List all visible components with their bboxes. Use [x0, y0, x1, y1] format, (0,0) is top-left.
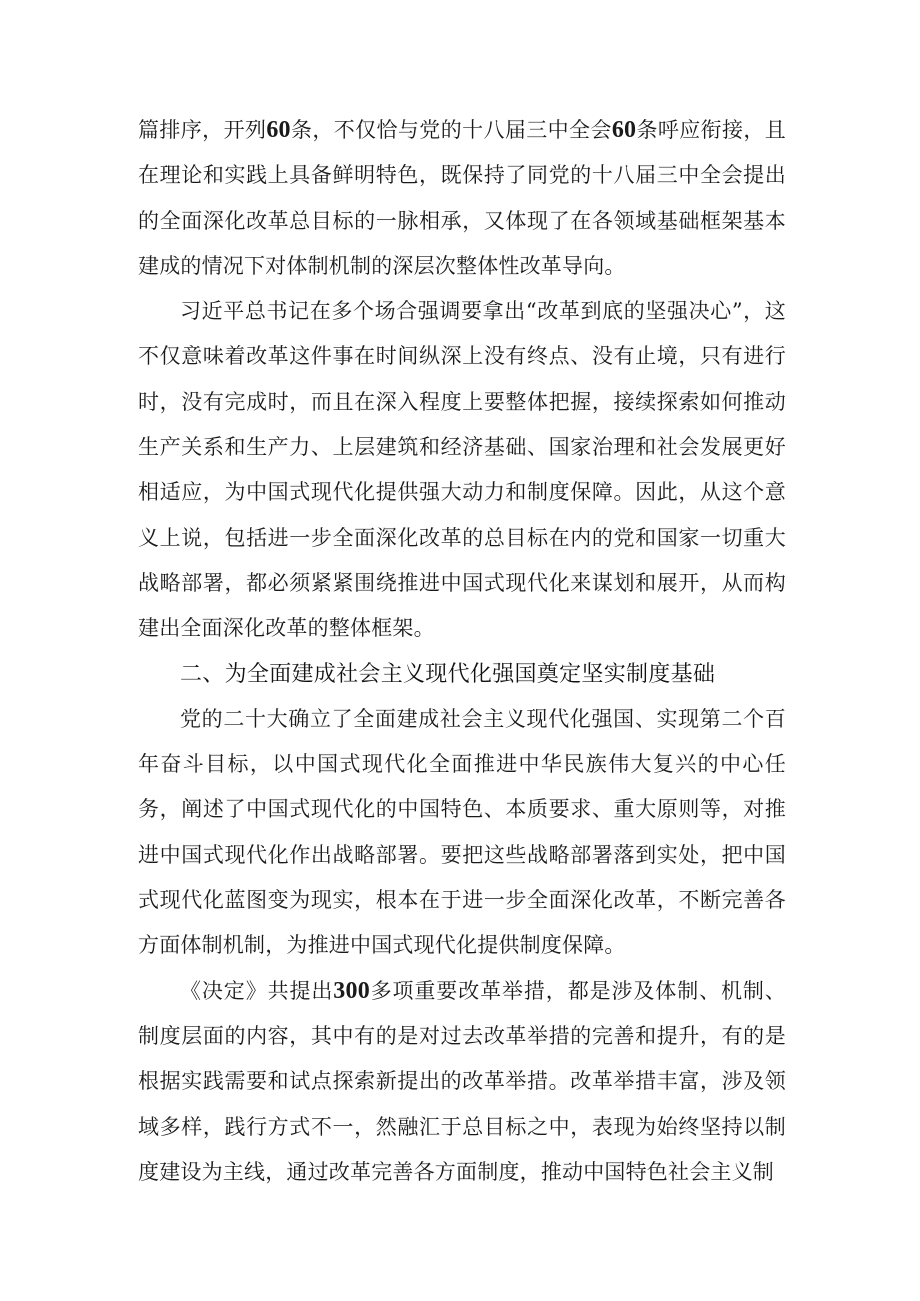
- section-heading-2: 二、为全面建成社会主义现代化强国奠定坚实制度基础: [180, 661, 716, 687]
- paragraph-continued: [138, 108, 786, 289]
- number-60-second: 60: [611, 117, 637, 143]
- document-body: [138, 108, 786, 1195]
- text-segment: 条，不仅恰与党的十八届三中全会: [290, 118, 612, 142]
- text-segment: 篇排序，开列: [138, 118, 267, 142]
- text-segment: 条呼应衔接，且在理论和实践上具备鲜明特色，既保持了同党的十八届三中全会提出的全面深化改革总目标的一脉相承，又体现了在各领域基础框架基本建成的情况下对体制机制的深层次整体性改革导向。: [138, 118, 786, 278]
- paragraph-twentieth-congress: 党的二十大确立了全面建成社会主义现代化强国、实现第二个百年奋斗目标，以中国式现代化全面推进中华民族伟大复兴的中心任务，阐述了中国式现代化的中国特色、本质要求、重大原则等，对推进中国式现代化作出战略部署。要把这些战略部署落到实处，把中国式现代化蓝图变为现实，根本在于进一步全面深化改革，不断完善各方面体制机制，为推进中国式现代化提供制度保障。: [138, 706, 786, 958]
- number-300: 300: [333, 977, 370, 1004]
- text-segment: 《决定》共提出: [180, 978, 334, 1003]
- paragraph-reform-determination: 习近平总书记在多个场合强调要拿出“改革到底的坚强决心”，这不仅意味着改革这件事在时间纵深上没有终点、没有止境，只有进行时，没有完成时，而且在深入程度上要整体把握，接续探索如何推动生产关系和生产力、上层建筑和经济基础、国家治理和社会发展更好相适应，为中国式现代化提供强大动力和制度保障。因此，从这个意义上说，包括进一步全面深化改革的总目标在内的党和国家一切重大战略部署，都必须紧紧围绕推进中国式现代化来谋划和展开，从而构建出全面深化改革的整体框架。: [138, 299, 786, 641]
- number-60-first: 60: [266, 117, 291, 143]
- paragraph-decision-measures: [138, 969, 786, 1195]
- text-segment: 多项重要改革举措，都是涉及体制、机制、制度层面的内容，其中有的是对过去改革举措的完善和提升，有的是根据实践需要和试点探索新提出的改革举措。改革举措丰富，涉及领域多样，践行方式不一，然融汇于总目标之中，表现为始终坚持以制度建设为主线，通过改革完善各方面制度，推动中国特色社会主义制: [138, 978, 786, 1184]
